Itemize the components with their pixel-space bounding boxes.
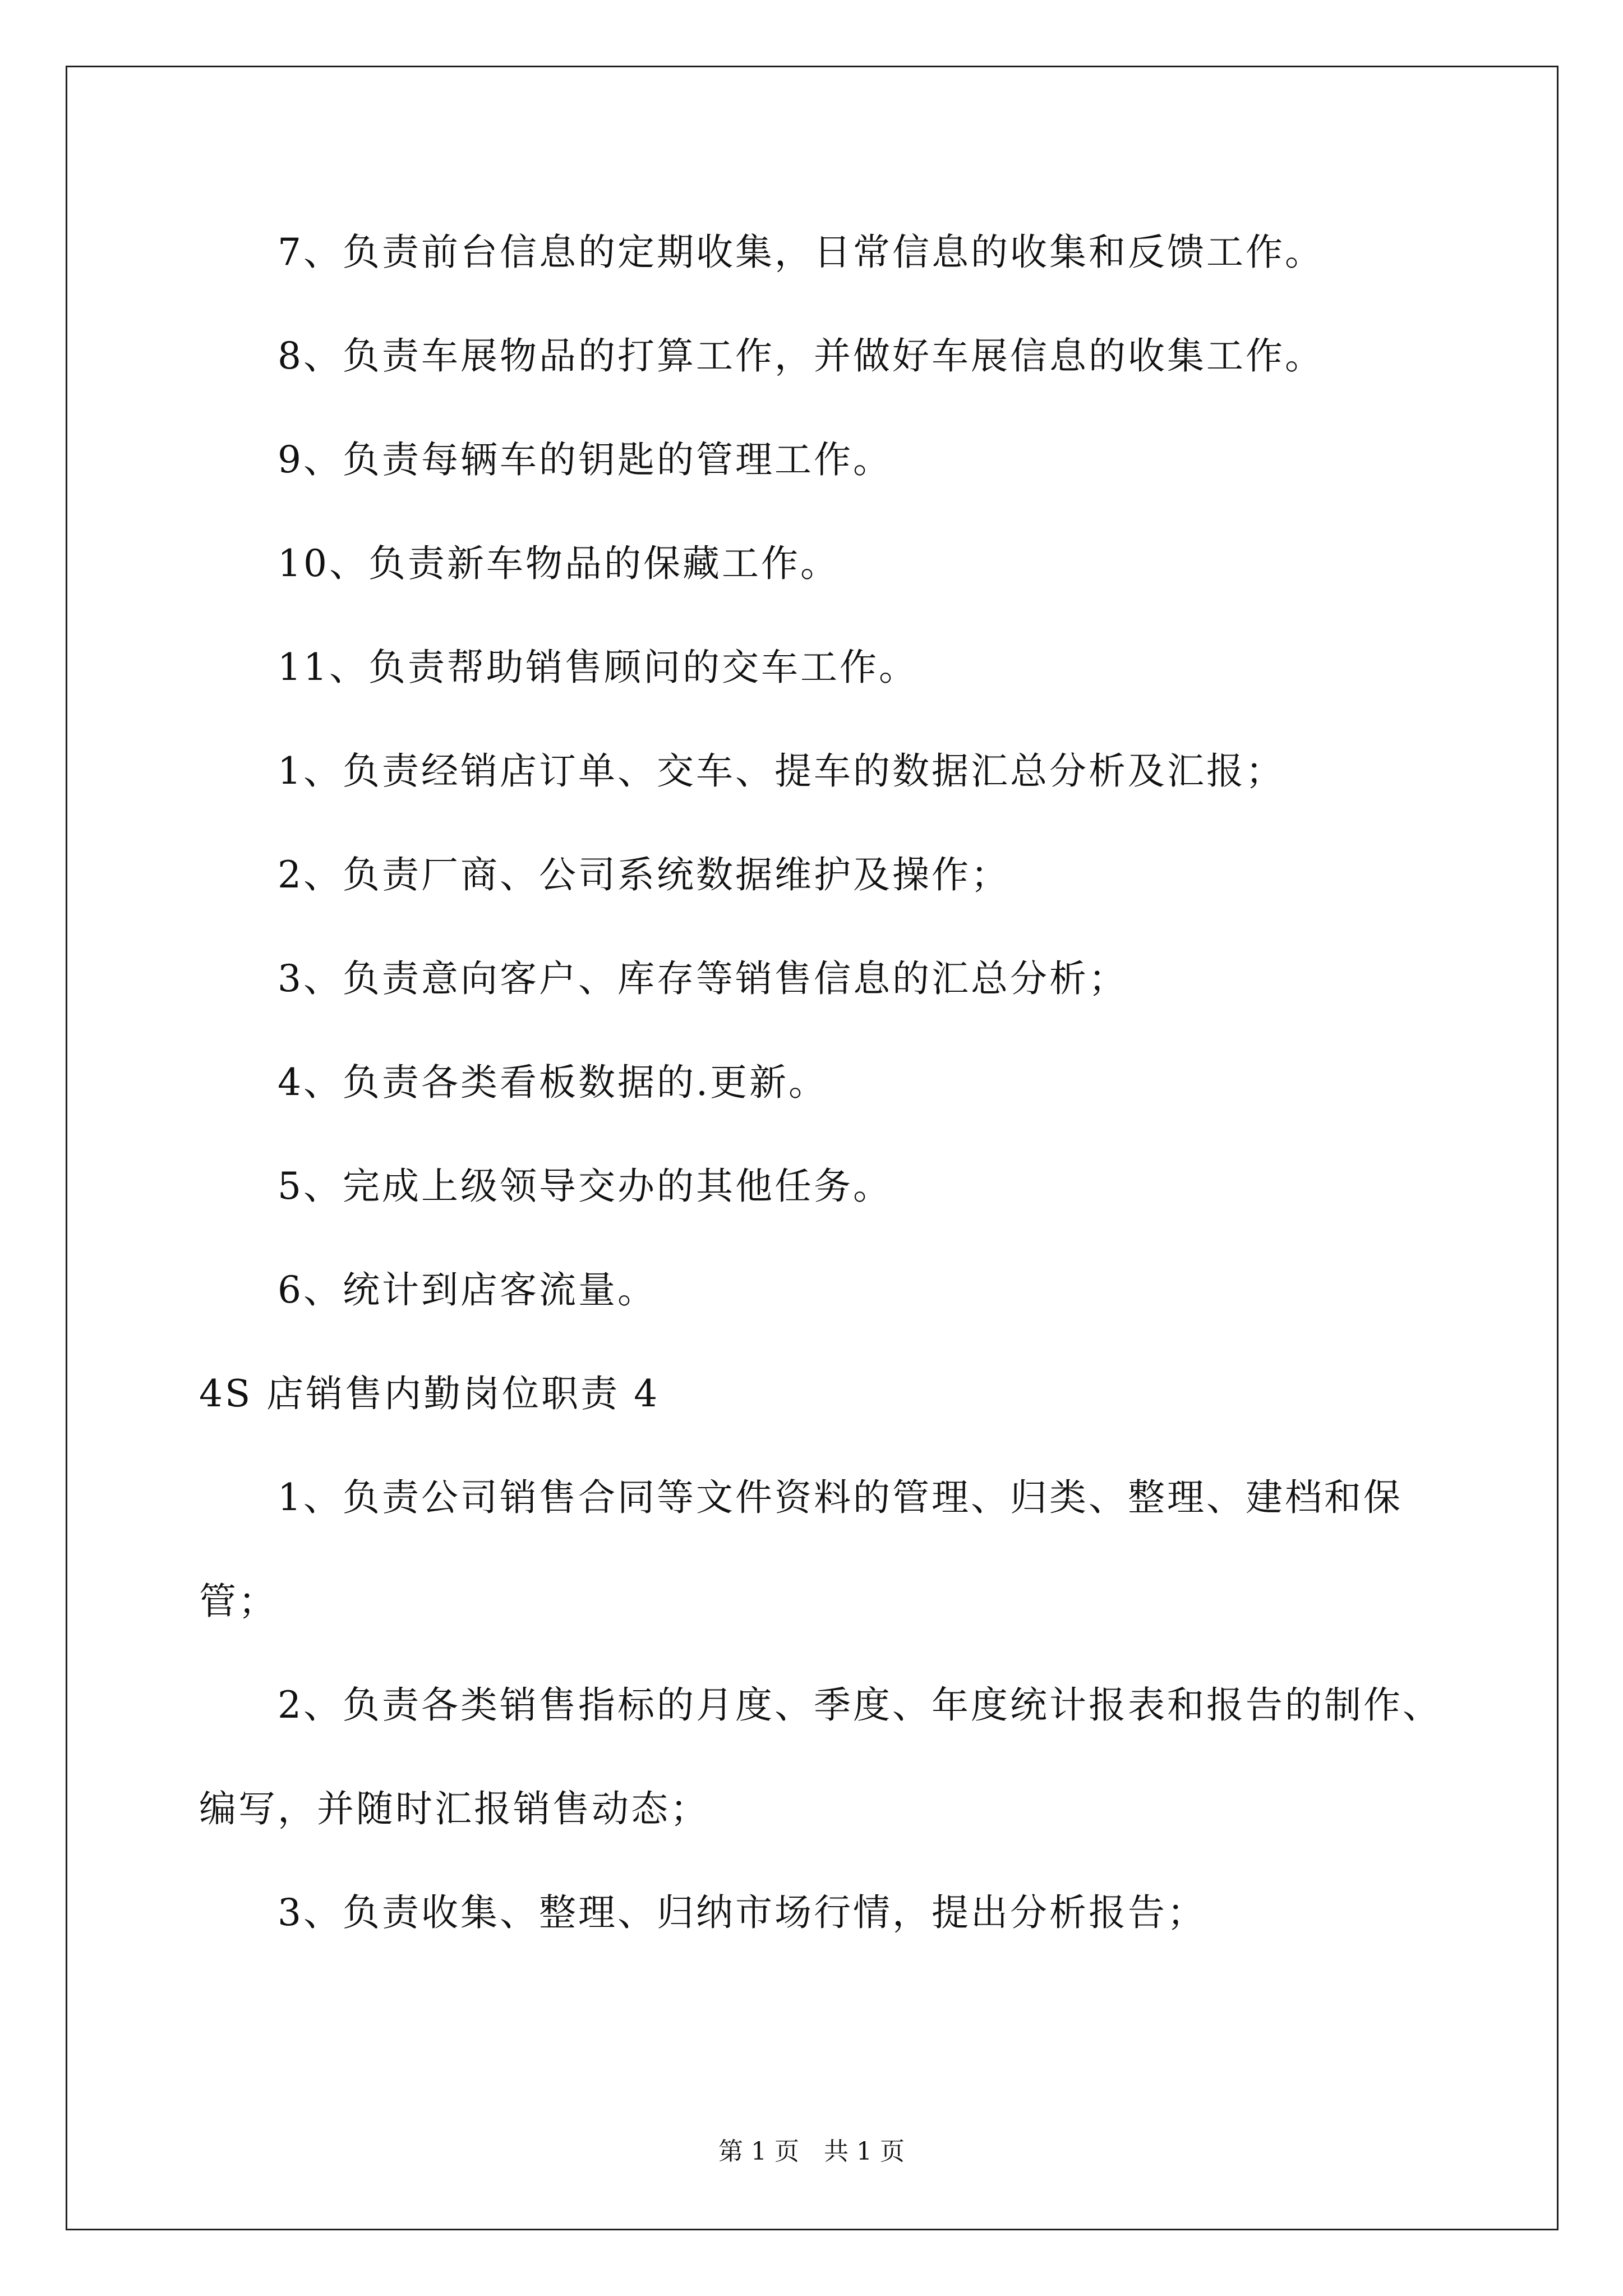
body-line-12-cont: 管；	[199, 1580, 278, 1623]
body-line-11: 6、统计到店客流量。	[278, 1268, 657, 1312]
section-heading: 4S 店销售内勤岗位职责 4	[199, 1372, 660, 1415]
body-line-14: 3、负责收集、整理、归纳市场行情，提出分析报告；	[278, 1891, 1206, 1934]
body-line-12: 1、负责公司销售合同等文件资料的管理、归类、整理、建档和保	[278, 1476, 1403, 1519]
body-line-10: 5、完成上级领导交办的其他任务。	[278, 1165, 892, 1208]
body-line-6: 1、负责经销店订单、交车、提车的数据汇总分析及汇报；	[278, 749, 1285, 793]
body-line-8: 3、负责意向客户、库存等销售信息的汇总分析；	[278, 957, 1128, 1000]
body-line-3: 9、负责每辆车的钥匙的管理工作。	[278, 438, 892, 481]
body-line-13: 2、负责各类销售指标的月度、季度、年度统计报表和报告的制作、	[278, 1683, 1442, 1727]
body-line-4: 10、负责新车物品的保藏工作。	[278, 542, 840, 585]
body-line-13-cont: 编写，并随时汇报销售动态；	[199, 1787, 709, 1830]
body-line-5: 11、负责帮助销售顾问的交车工作。	[278, 646, 918, 689]
body-line-7: 2、负责厂商、公司系统数据维护及操作；	[278, 853, 1010, 896]
body-line-2: 8、负责车展物品的打算工作，并做好车展信息的收集工作。	[278, 334, 1324, 378]
body-line-1: 7、负责前台信息的定期收集，日常信息的收集和反馈工作。	[278, 231, 1324, 274]
body-line-9: 4、负责各类看板数据的.更新。	[278, 1061, 828, 1104]
page-footer: 第 1 页 共 1 页	[718, 2137, 905, 2166]
